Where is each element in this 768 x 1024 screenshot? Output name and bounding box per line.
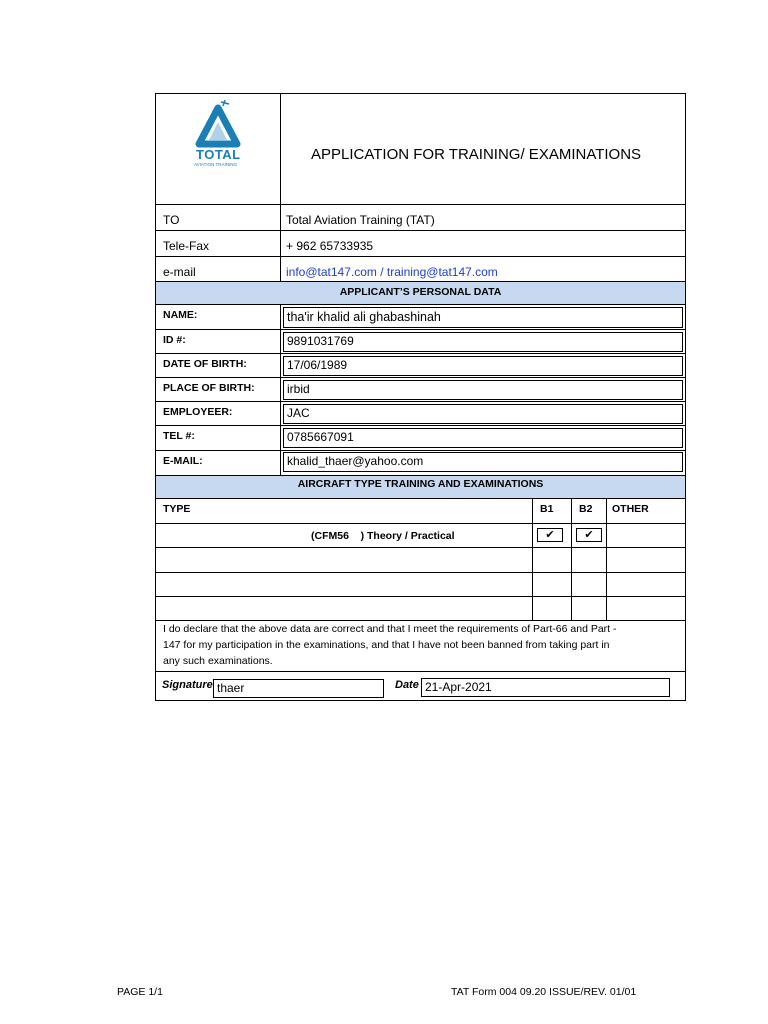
dob-field[interactable]: 17/06/1989	[283, 356, 683, 376]
to-value: Total Aviation Training (TAT)	[286, 213, 435, 227]
dob-label: DATE OF BIRTH:	[163, 358, 247, 370]
pob-field[interactable]: irbid	[283, 380, 683, 400]
signature-label: Signature	[162, 679, 213, 691]
declaration-line-3: any such examinations.	[163, 655, 273, 667]
employer-field[interactable]: JAC	[283, 404, 683, 424]
b2-checkbox[interactable]: ✔	[576, 528, 602, 542]
id-field[interactable]: 9891031769	[283, 332, 683, 352]
signature-field[interactable]: thaer	[213, 679, 384, 698]
tel-label: TEL #:	[163, 430, 195, 442]
page-title: APPLICATION FOR TRAINING/ EXAMINATIONS	[311, 146, 642, 163]
logo-text: TOTAL	[196, 147, 241, 162]
email-row-label: E-MAIL:	[163, 455, 203, 467]
email-link[interactable]: info@tat147.com / training@tat147.com	[286, 265, 498, 279]
logo-subtext: AVIATION TRAINING	[194, 162, 238, 167]
date-field[interactable]: 21-Apr-2021	[421, 678, 670, 697]
form-reference: TAT Form 004 09.20 ISSUE/REV. 01/01	[451, 986, 637, 998]
logo	[185, 98, 251, 172]
col-b2: B2	[579, 503, 593, 515]
col-b1: B1	[540, 503, 554, 515]
personal-section-title: APPLICANT’S PERSONAL DATA	[339, 286, 502, 298]
name-label: NAME:	[163, 309, 198, 321]
col-other: OTHER	[612, 503, 649, 515]
tel-field[interactable]: 0785667091	[283, 428, 683, 448]
aircraft-section-title: AIRCRAFT TYPE TRAINING AND EXAMINATIONS	[297, 478, 544, 490]
date-label: Date	[395, 679, 419, 691]
page-number: PAGE 1/1	[117, 986, 163, 998]
row1-type: (CFM56 ) Theory / Practical	[311, 530, 455, 542]
to-label: TO	[163, 213, 180, 227]
fax-value: + 962 65733935	[286, 239, 374, 253]
email-field[interactable]: khalid_thaer@yahoo.com	[283, 452, 683, 472]
email-label: e-mail	[163, 265, 196, 279]
declaration-line-1: I do declare that the above data are correct and that I meet the requirements of Part-66 and Part -	[163, 623, 617, 635]
id-label: ID #:	[163, 334, 186, 346]
col-type: TYPE	[163, 503, 191, 515]
fax-label: Tele-Fax	[163, 239, 210, 253]
b1-checkbox[interactable]: ✔	[537, 528, 563, 542]
pob-label: PLACE OF BIRTH:	[163, 382, 255, 394]
employer-label: EMPLOYEER:	[163, 406, 233, 418]
name-field[interactable]: tha'ir khalid ali ghabashinah	[283, 307, 683, 328]
declaration-line-2: 147 for my participation in the examinations, and that I have not been banned from taking part in	[163, 639, 610, 651]
